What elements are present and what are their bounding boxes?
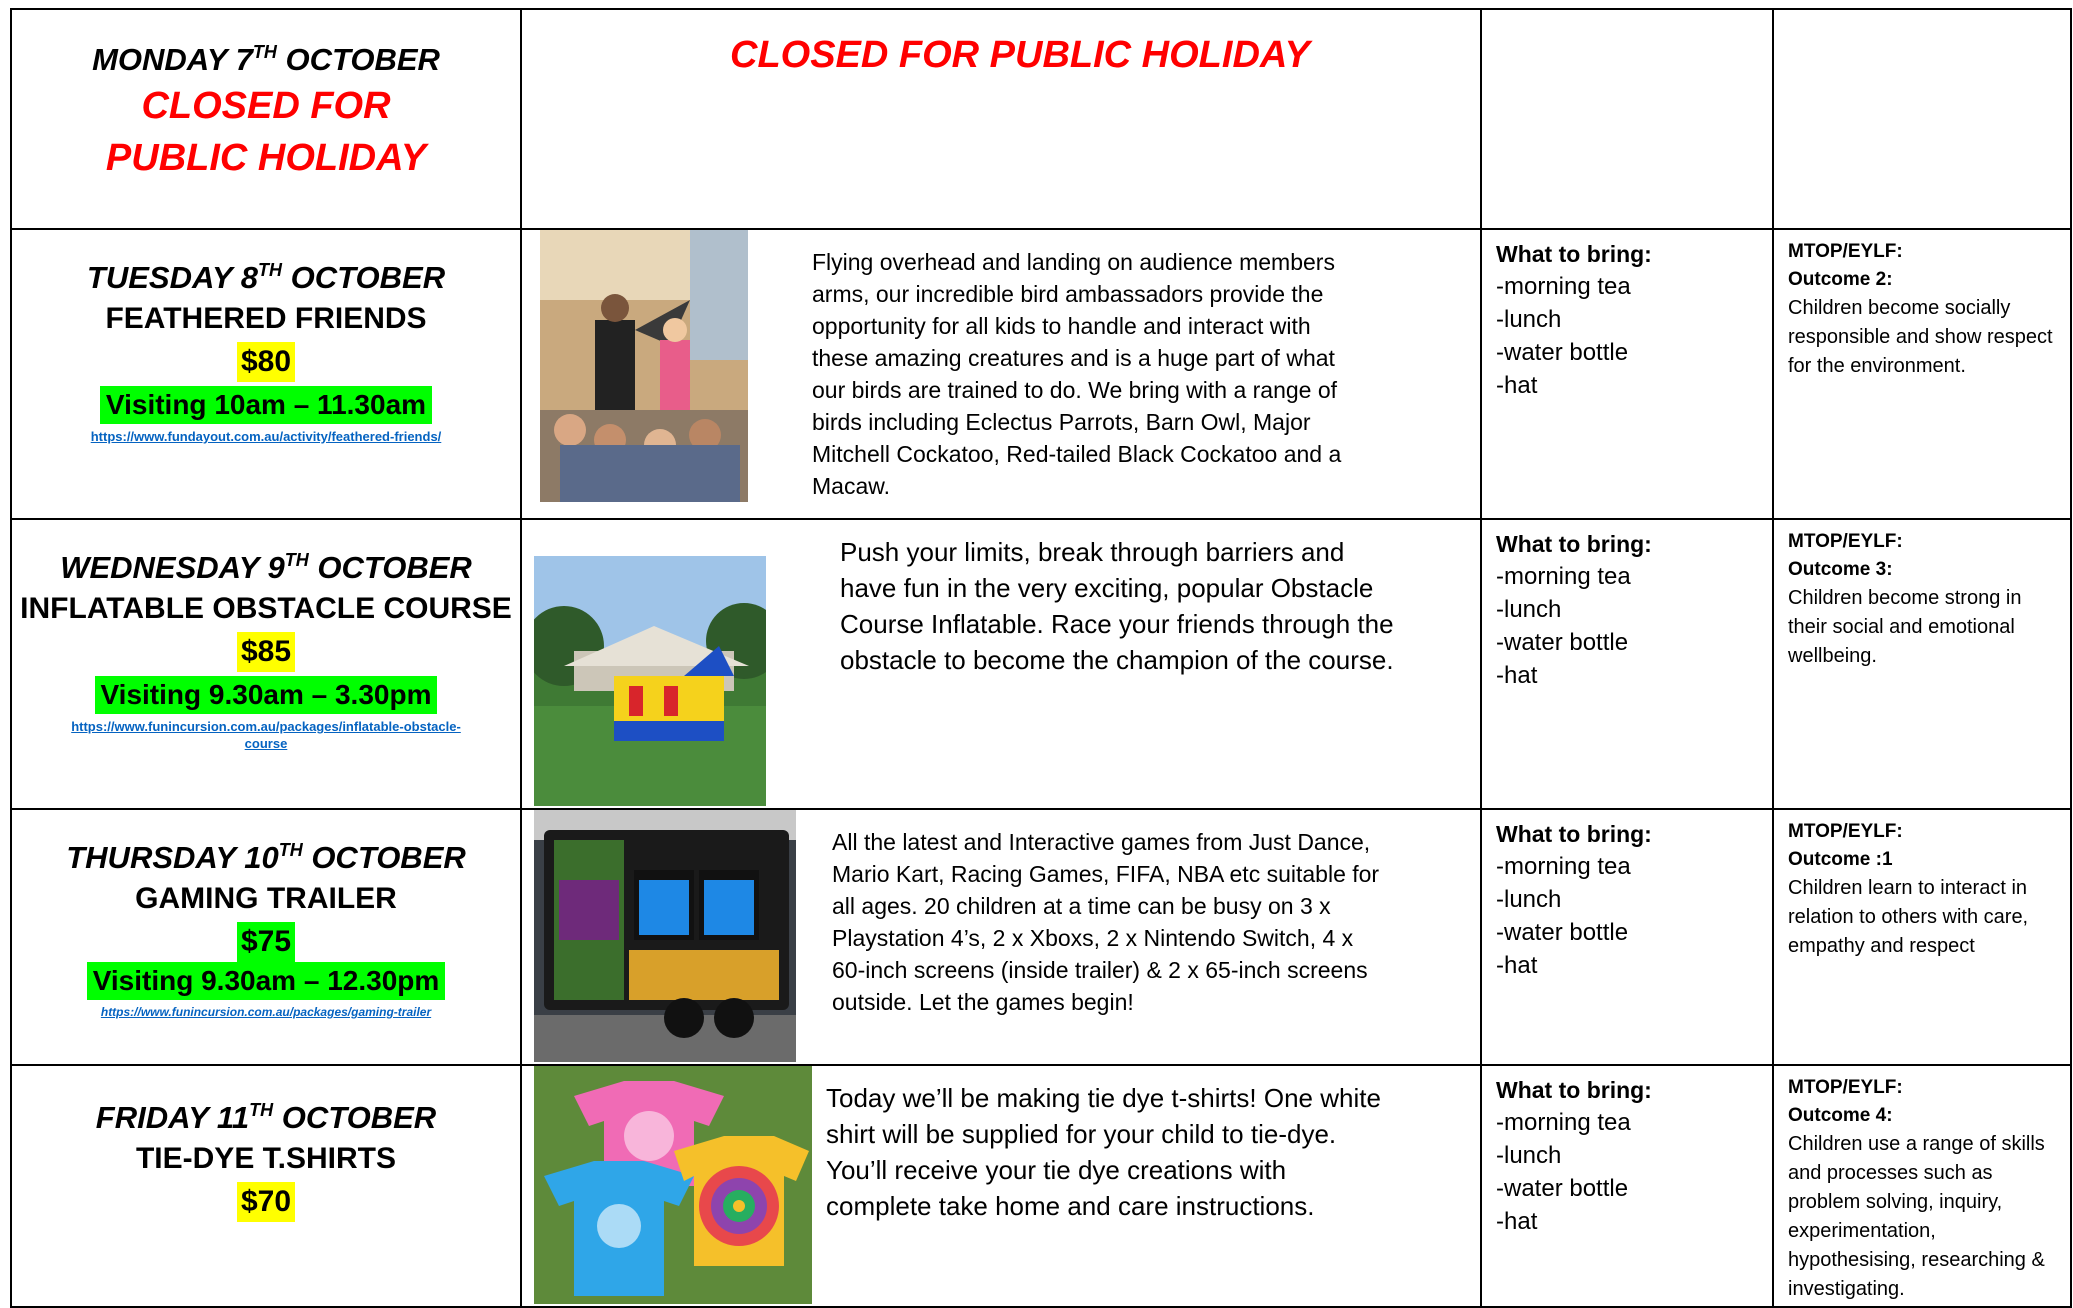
outcome-cell-wednesday — [1773, 519, 2071, 809]
outcome-label: MTOP/EYLF: — [1788, 1077, 1903, 1098]
activity-cell-tuesday — [521, 229, 1481, 519]
price-badge: $75 — [237, 922, 295, 962]
activity-link[interactable]: https://www.funincursion.com.au/packages/gaming-trailer — [100, 1005, 432, 1019]
bring-item: -hat — [1496, 1208, 1538, 1235]
bring-item: -morning tea — [1496, 273, 1631, 300]
activity-title: FEATHERED FRIENDS — [105, 302, 427, 335]
day-cell-thursday — [11, 809, 521, 1065]
tie-dye-shirts-photo — [534, 1066, 812, 1304]
bring-cell-wednesday — [1481, 519, 1773, 809]
outcome-text: Children become socially responsible and show respect for the environment. — [1788, 297, 2053, 377]
activity-description: Flying overhead and landing on audience members arms, our incredible bird ambassadors provide the opportunity for all kids to handle and interact with these amazing creatures and is a huge part of what our birds are trained to do. We bring with a range of birds including Eclectus Parrots, Barn Owl, Major Mitchell Cockatoo, Red-tailed Black Cockatoo and a Macaw. — [812, 249, 1342, 499]
bring-cell-monday — [1481, 9, 1773, 229]
holiday-status: CLOSED FOR PUBLIC HOLIDAY — [105, 85, 427, 179]
bring-heading: What to bring: — [1496, 1077, 1652, 1103]
outcome-cell-monday — [1773, 9, 2071, 229]
activity-cell-friday — [521, 1065, 1481, 1307]
row-friday — [11, 1065, 2071, 1307]
bring-heading: What to bring: — [1496, 821, 1652, 847]
outcome-title: Outcome 2: — [1788, 269, 1893, 290]
activity-title: INFLATABLE OBSTACLE COURSE — [20, 592, 512, 625]
day-label: MONDAY 7TH OCTOBER — [92, 42, 440, 77]
row-thursday — [11, 809, 2071, 1065]
price-badge: $80 — [237, 342, 295, 382]
outcome-text: Children use a range of skills and processes such as problem solving, inquiry, experimentation, hypothesising, researching & investigating. — [1788, 1133, 2045, 1300]
outcome-label: MTOP/EYLF: — [1788, 241, 1903, 262]
bring-item: -morning tea — [1496, 1109, 1631, 1136]
bring-cell-thursday — [1481, 809, 1773, 1065]
day-cell-monday — [11, 9, 521, 229]
outcome-cell-friday — [1773, 1065, 2071, 1307]
row-monday — [11, 9, 2071, 229]
bring-item: -water bottle — [1496, 339, 1629, 366]
price-badge: $85 — [237, 632, 295, 672]
closed-notice: CLOSED FOR PUBLIC HOLIDAY — [730, 34, 1310, 76]
outcome-title: Outcome 3: — [1788, 559, 1893, 580]
outcome-cell-tuesday — [1773, 229, 2071, 519]
activity-title: GAMING TRAILER — [135, 882, 397, 915]
activity-cell-thursday — [521, 809, 1481, 1065]
bring-item: -lunch — [1496, 306, 1562, 333]
day-cell-wednesday — [11, 519, 521, 809]
activity-cell-wednesday — [521, 519, 1481, 809]
activity-description: All the latest and Interactive games from Just Dance, Mario Kart, Racing Games, FIFA, NBA etc suitable for all ages. 20 children at a time can be busy on 3 x Playstation 4’s, 2 x Xboxs, 2 x Nintendo Switch, 4 x 60-inch screens (inside trailer) & 2 x 65-inch screens outside. Let the games begin! — [832, 829, 1380, 1015]
row-wednesday — [11, 519, 2071, 809]
activity-link[interactable]: https://www.funincursion.com.au/packages/inflatable-obstacle-course — [71, 719, 461, 751]
notice-cell-monday — [521, 9, 1481, 229]
outcome-text: Children learn to interact in relation to others with care, empathy and respect — [1788, 877, 2029, 957]
bring-cell-tuesday — [1481, 229, 1773, 519]
visiting-time: Visiting 10am – 11.30am — [100, 386, 432, 424]
bring-item: -hat — [1496, 372, 1538, 399]
price-badge: $70 — [237, 1182, 295, 1222]
day-label: TUESDAY 8TH OCTOBER — [86, 260, 446, 295]
gaming-trailer-photo — [534, 810, 796, 1062]
activity-link[interactable]: https://www.fundayout.com.au/activity/feathered-friends/ — [90, 429, 442, 444]
bring-heading: What to bring: — [1496, 531, 1652, 557]
activity-title: TIE-DYE T.SHIRTS — [135, 1142, 397, 1175]
bring-heading: What to bring: — [1496, 241, 1652, 267]
bring-item: -lunch — [1496, 886, 1562, 913]
outcome-title: Outcome :1 — [1788, 849, 1893, 870]
outcome-title: Outcome 4: — [1788, 1105, 1893, 1126]
outcome-label: MTOP/EYLF: — [1788, 531, 1903, 552]
day-label: WEDNESDAY 9TH OCTOBER — [60, 550, 472, 585]
activity-description: Push your limits, break through barriers and have fun in the very exciting, popular Obstacle Course Inflatable. Race your friends through the obstacle to become the champion of the course. — [840, 537, 1394, 675]
activity-description: Today we’ll be making tie dye t-shirts! One white shirt will be supplied for your child to tie-dye. You’ll receive your tie dye creations with complete take home and care instructions. — [826, 1083, 1381, 1221]
inflatable-course-photo — [534, 556, 766, 806]
bird-show-photo — [540, 230, 748, 502]
day-cell-tuesday — [11, 229, 521, 519]
outcome-label: MTOP/EYLF: — [1788, 821, 1903, 842]
row-tuesday — [11, 229, 2071, 519]
outcome-cell-thursday — [1773, 809, 2071, 1065]
bring-item: -hat — [1496, 952, 1538, 979]
bring-item: -lunch — [1496, 1142, 1562, 1169]
bring-item: -morning tea — [1496, 563, 1631, 590]
visiting-time: Visiting 9.30am – 12.30pm — [87, 962, 446, 1000]
bring-item: -water bottle — [1496, 629, 1629, 656]
bring-item: -morning tea — [1496, 853, 1631, 880]
day-label: THURSDAY 10TH OCTOBER — [66, 840, 466, 875]
outcome-text: Children become strong in their social and emotional wellbeing. — [1788, 587, 2022, 667]
bring-cell-friday — [1481, 1065, 1773, 1307]
bring-item: -water bottle — [1496, 1175, 1629, 1202]
bring-item: -lunch — [1496, 596, 1562, 623]
bring-item: -hat — [1496, 662, 1538, 689]
visiting-time: Visiting 9.30am – 3.30pm — [95, 676, 438, 714]
bring-item: -water bottle — [1496, 919, 1629, 946]
program-table — [10, 8, 2072, 1308]
day-cell-friday — [11, 1065, 521, 1307]
day-label: FRIDAY 11TH OCTOBER — [95, 1100, 437, 1135]
